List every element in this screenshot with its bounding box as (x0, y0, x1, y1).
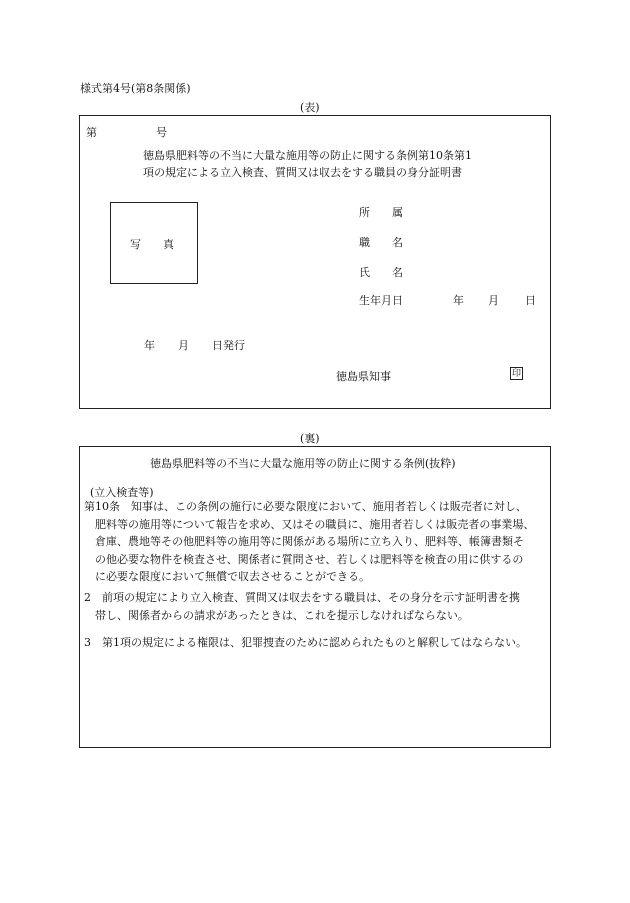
article10-line-4: の他必要な物件を検査させ、関係者に質問させ、若しくは肥料等を検査の用に供するの (95, 552, 524, 566)
form-label: 様式第4号(第8条関係) (80, 82, 191, 95)
issue-year-label: 年 (144, 339, 155, 352)
ordinance-title: 徳島県肥料等の不当に大量な施用等の防止に関する条例(抜粋) (150, 457, 456, 470)
birthdate-label: 生年月日 (359, 294, 403, 307)
article10-line-1: 第10条 知事は、この条例の施行に必要な限度において、施用者若しくは販売者に対し、 (84, 500, 527, 513)
issue-day-label: 日発行 (212, 339, 245, 352)
birth-day-label: 日 (525, 294, 536, 307)
certificate-title-line-2: 項の規定による立入検査、質問又は収去をする職員の身分証明書 (143, 166, 462, 179)
affiliation-label: 所 属 (359, 206, 403, 219)
seal-mark: 印 (511, 369, 521, 379)
front-heading: (表) (300, 101, 320, 114)
issuer-label: 徳島県知事 (336, 370, 391, 383)
issue-month-label: 月 (178, 339, 189, 352)
article10-line-3: 倉庫、農地等その他肥料等の施用等に関係がある場所に立ち入り、肥料等、帳簿書類そ (95, 535, 524, 548)
position-label: 職 名 (359, 236, 403, 249)
photo-label: 写 真 (130, 238, 174, 251)
certificate-number-prefix: 第 (86, 126, 97, 139)
paragraph3-line-1: 3 第1項の規定による権限は、犯罪捜査のために認められたものと解釈してはならない。 (84, 636, 527, 649)
paragraph2-line-2: 帯し、関係者からの請求があったときは、これを提示しなければならない。 (95, 608, 469, 622)
article10-line-2: 肥料等の施用等について報告を求め、又はその職員に、施用者若しくは販売者の事業場、 (95, 517, 535, 531)
name-label: 氏 名 (359, 266, 403, 279)
paragraph2-line-1: 2 前項の規定により立入検査、質問又は収去をする職員は、その身分を示す証明書を携 (84, 591, 520, 604)
certificate-title-line-1: 徳島県肥料等の不当に大量な施用等の防止に関する条例第10条第1 (143, 149, 472, 162)
birth-year-label: 年 (453, 294, 464, 307)
article10-line-5: に必要な限度において無償で収去させることができる。 (95, 570, 370, 583)
birth-month-label: 月 (488, 294, 499, 307)
back-heading: (裏) (300, 432, 320, 445)
section-caption: (立入検査等) (90, 486, 154, 499)
certificate-number-suffix: 号 (156, 126, 167, 139)
